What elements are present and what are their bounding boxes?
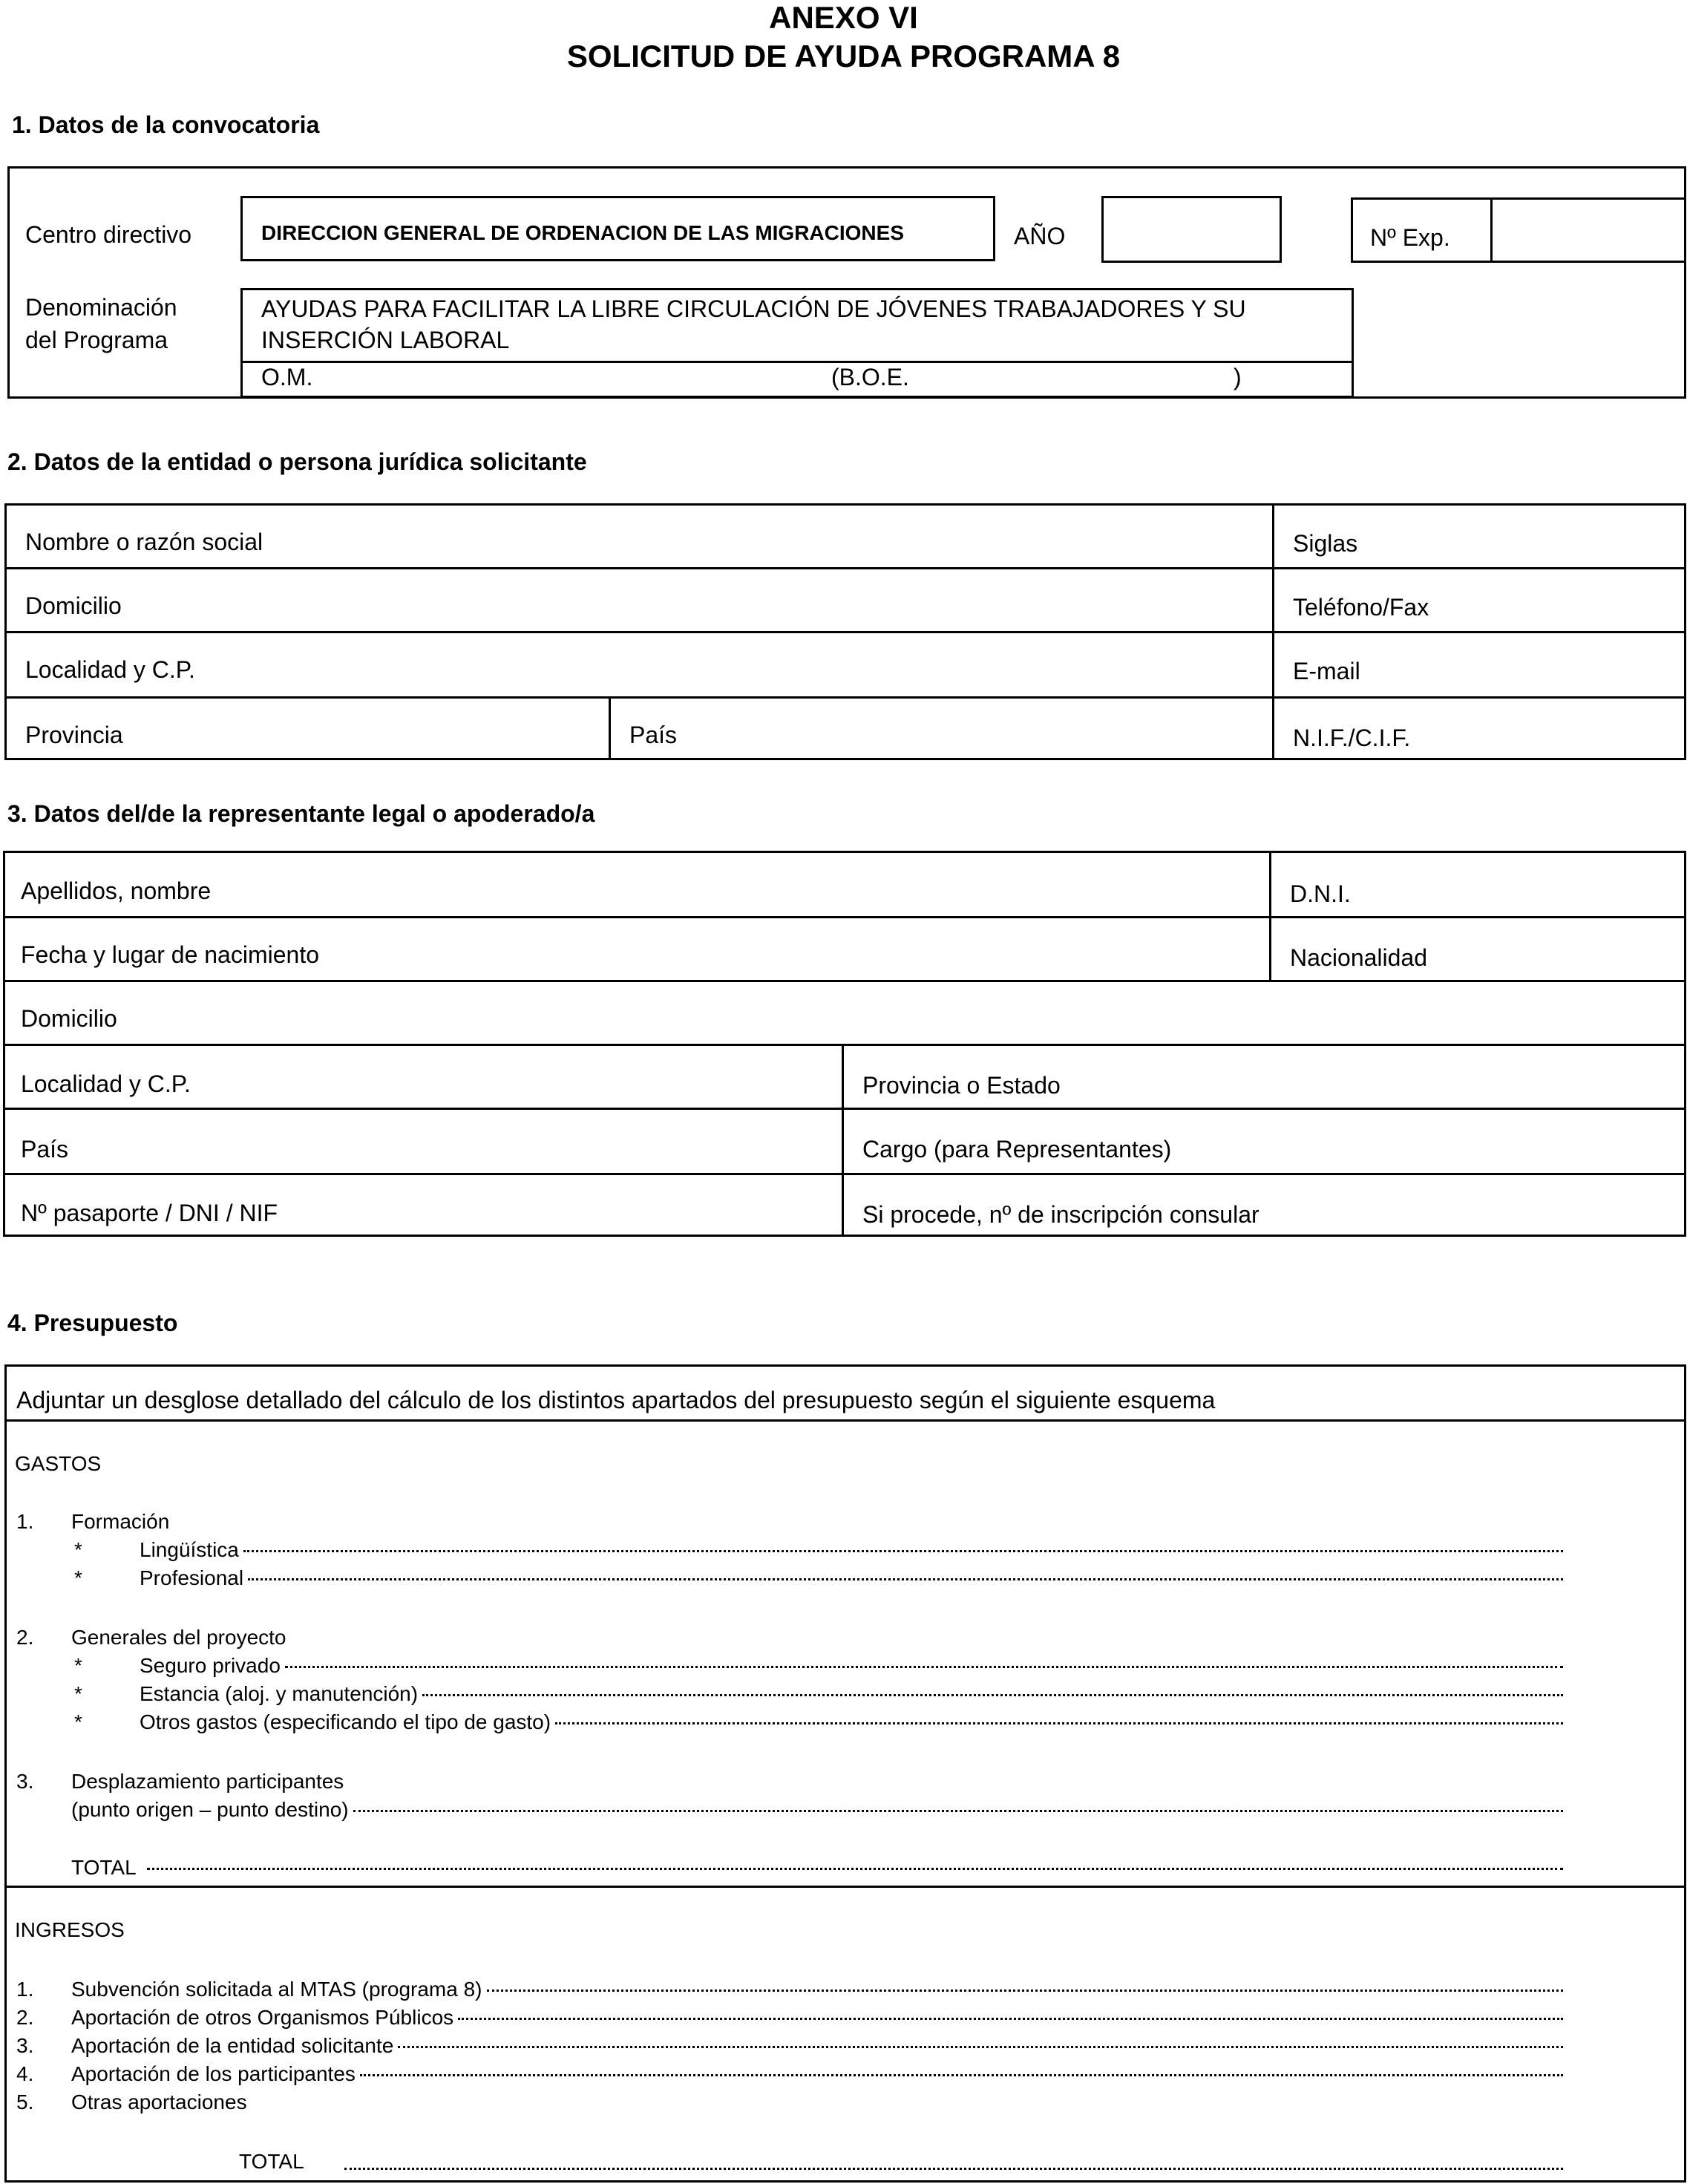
denominacion-divider <box>240 361 1354 363</box>
exp-label: Nº Exp. <box>1370 224 1450 251</box>
anio-label: AÑO <box>1014 223 1066 249</box>
nombre-field[interactable]: Nombre o razón social <box>25 529 263 555</box>
consular-field[interactable]: Si procede, nº de inscripción consular <box>862 1201 1259 1228</box>
ingreso-otras-label[interactable]: Otras aportaciones <box>71 2090 247 2113</box>
provincia-field[interactable]: Provincia <box>25 722 123 748</box>
pasaporte-field[interactable]: Nº pasaporte / DNI / NIF <box>21 1200 278 1226</box>
leader-dots <box>422 1694 1563 1696</box>
gasto-desplazamiento-label: (punto origen – punto destino) <box>71 1798 349 1821</box>
bullet-icon: * <box>74 1654 82 1677</box>
nacionalidad-field[interactable]: Nacionalidad <box>1290 944 1428 971</box>
gastos-total-row[interactable] <box>71 1856 1563 1880</box>
gasto-profesional-label: Profesional <box>140 1566 244 1589</box>
ingreso-entidad-row[interactable] <box>71 2034 1563 2058</box>
leader-dots <box>353 1810 1563 1812</box>
bullet-icon: * <box>74 1566 82 1589</box>
ingreso-entidad-label: Aportación de la entidad solicitante <box>71 2034 394 2057</box>
gasto-linguistica-label: Lingüística <box>140 1538 239 1561</box>
boe-label: (B.O.E. <box>831 364 909 390</box>
email-field[interactable]: E-mail <box>1293 658 1360 684</box>
leader-dots <box>147 1868 1563 1870</box>
localidad-field[interactable]: Localidad y C.P. <box>25 656 195 683</box>
ingreso-subvencion-label: Subvención solicitada al MTAS (programa 8) <box>71 1978 482 2001</box>
section-1-heading: 1. Datos de la convocatoria <box>12 111 320 138</box>
ingreso-subvencion-row[interactable] <box>71 1978 1563 2001</box>
centro-directivo-label: Centro directivo <box>25 221 192 248</box>
ingresos-total-leader[interactable] <box>344 2168 1563 2170</box>
section-3-heading: 3. Datos del/de la representante legal o apoderado/a <box>7 800 595 827</box>
section-4-heading: 4. Presupuesto <box>7 1310 178 1336</box>
bullet-icon: * <box>74 1538 82 1561</box>
ingreso-4-number: 4. <box>16 2062 34 2085</box>
leader-dots <box>398 2046 1563 2048</box>
denominacion-label: Denominación <box>25 294 177 321</box>
pais-field[interactable]: País <box>629 722 678 748</box>
ingreso-2-number: 2. <box>16 2006 34 2029</box>
leader-dots <box>243 1550 1563 1552</box>
gasto-linguistica-row[interactable] <box>140 1538 1563 1562</box>
page-title: SOLICITUD DE AYUDA PROGRAMA 8 <box>566 39 1121 73</box>
s2-col-line <box>1272 503 1274 760</box>
leader-dots <box>360 2074 1563 2076</box>
gasto-1-title: Formación <box>71 1510 170 1533</box>
ingresos-total-label: TOTAL <box>239 2150 304 2173</box>
s2-pais-divider <box>609 696 611 760</box>
rep-provincia-field[interactable]: Provincia o Estado <box>862 1072 1061 1099</box>
boe-close: ) <box>1234 364 1242 390</box>
anio-field[interactable] <box>1101 196 1282 263</box>
exp-field[interactable] <box>1493 200 1683 260</box>
gasto-estancia-row[interactable] <box>140 1682 1563 1706</box>
annex-title: ANEXO VI <box>769 0 918 35</box>
rep-domicilio-field[interactable]: Domicilio <box>21 1005 117 1032</box>
ingreso-1-number: 1. <box>16 1978 34 2001</box>
ingreso-organismos-row[interactable] <box>71 2006 1563 2030</box>
gasto-1-number: 1. <box>16 1510 34 1533</box>
ingreso-organismos-label: Aportación de otros Organismos Públicos <box>71 2006 454 2029</box>
gastos-total-label: TOTAL <box>71 1856 137 1879</box>
nif-field[interactable]: N.I.F./C.I.F. <box>1293 725 1411 751</box>
leader-dots <box>458 2018 1563 2020</box>
rep-pais-field[interactable]: País <box>21 1136 69 1163</box>
rep-localidad-field[interactable]: Localidad y C.P. <box>21 1070 191 1097</box>
gastos-title: GASTOS <box>15 1452 102 1475</box>
section-2-heading: 2. Datos de la entidad o persona jurídica solicitante <box>7 448 587 475</box>
presupuesto-intro: Adjuntar un desglose detallado del cálculo de los distintos apartados del presupuesto según el siguiente esquema <box>16 1387 1216 1413</box>
s3-row-line-1 <box>3 916 1686 918</box>
leader-dots <box>555 1722 1563 1724</box>
bullet-icon: * <box>74 1682 82 1705</box>
leader-dots <box>487 1990 1563 1992</box>
exp-divider <box>1490 197 1493 263</box>
cargo-field[interactable]: Cargo (para Representantes) <box>862 1136 1172 1163</box>
s2-row-line-1 <box>4 567 1686 569</box>
ingreso-5-number: 5. <box>16 2090 34 2113</box>
s3-col-line-bottom <box>842 1044 844 1237</box>
apellidos-field[interactable]: Apellidos, nombre <box>21 877 212 904</box>
dni-field[interactable]: D.N.I. <box>1290 880 1351 907</box>
fecha-field[interactable]: Fecha y lugar de nacimiento <box>21 941 319 968</box>
domicilio-field[interactable]: Domicilio <box>25 592 122 619</box>
gasto-seguro-row[interactable] <box>140 1654 1563 1678</box>
siglas-field[interactable]: Siglas <box>1293 530 1358 557</box>
gasto-2-number: 2. <box>16 1626 34 1649</box>
s3-row-line-5 <box>3 1173 1686 1175</box>
bullet-icon: * <box>74 1710 82 1733</box>
s3-row-line-3 <box>3 1044 1686 1046</box>
gasto-3-number: 3. <box>16 1770 34 1793</box>
programa-label: del Programa <box>25 327 168 353</box>
ingreso-3-number: 3. <box>16 2034 34 2057</box>
s3-row-line-2 <box>3 980 1686 982</box>
gasto-profesional-row[interactable] <box>140 1566 1563 1590</box>
leader-dots <box>248 1578 1563 1580</box>
denominacion-value-line2: INSERCIÓN LABORAL <box>261 327 510 353</box>
centro-directivo-value: DIRECCION GENERAL DE ORDENACION DE LAS MIGRACIONES <box>261 221 904 244</box>
gasto-otros-label: Otros gastos (especificando el tipo de gasto) <box>140 1710 551 1733</box>
s2-row-line-2 <box>4 631 1686 633</box>
ingreso-participantes-label: Aportación de los participantes <box>71 2062 356 2085</box>
gasto-otros-row[interactable] <box>140 1710 1563 1734</box>
gasto-desplazamiento-row[interactable] <box>71 1798 1563 1822</box>
gasto-2-title: Generales del proyecto <box>71 1626 286 1649</box>
s3-row-line-4 <box>3 1108 1686 1110</box>
ingresos-title: INGRESOS <box>15 1918 125 1941</box>
denominacion-value-line1: AYUDAS PARA FACILITAR LA LIBRE CIRCULACIÓN DE JÓVENES TRABAJADORES Y SU <box>261 295 1246 322</box>
gasto-seguro-label: Seguro privado <box>140 1654 281 1677</box>
gasto-estancia-label: Estancia (aloj. y manutención) <box>140 1682 419 1705</box>
om-label: O.M. <box>261 364 313 390</box>
telefono-field[interactable]: Teléfono/Fax <box>1293 594 1429 621</box>
s3-col-line-top <box>1269 851 1271 980</box>
s4-intro-line <box>4 1419 1686 1422</box>
gasto-3-title: Desplazamiento participantes <box>71 1770 344 1793</box>
leader-dots <box>285 1666 1563 1668</box>
s4-gastos-ingresos-line <box>4 1886 1686 1888</box>
s2-row-line-3 <box>4 696 1686 699</box>
ingreso-participantes-row[interactable] <box>71 2062 1563 2086</box>
